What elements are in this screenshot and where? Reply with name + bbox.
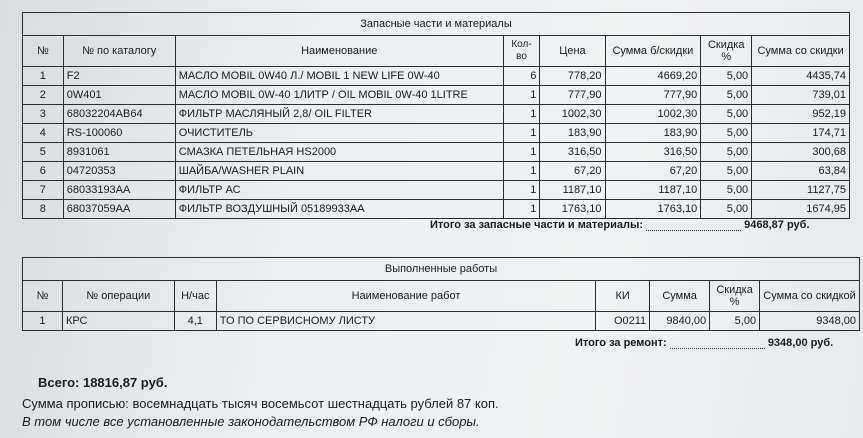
cell-discount: 5,00	[701, 124, 752, 143]
cell-qty: 1	[503, 200, 540, 219]
cell-qty: 1	[503, 105, 540, 124]
cell-catalog: 04720353	[63, 162, 175, 181]
cell-num: 1	[23, 312, 63, 331]
parts-title: Запасные части и материалы	[23, 13, 850, 36]
cell-price: 183,90	[540, 124, 605, 143]
works-title-row	[23, 258, 860, 281]
table-row	[23, 312, 860, 331]
cell-op: КРС	[62, 312, 174, 331]
cell-price: 1002,30	[540, 105, 605, 124]
cell-price: 777,90	[540, 86, 605, 105]
cell-sum-after: 1127,75	[752, 181, 850, 200]
cell-price: 316,50	[540, 143, 605, 162]
col-discount: Скидка %	[701, 36, 752, 67]
cell-num: 4	[23, 124, 64, 143]
taxes-note: В том числе все установленные законодательством РФ налоги и сборы.	[22, 414, 480, 429]
cell-num: 8	[23, 200, 64, 219]
cell-num: 1	[23, 67, 64, 86]
table-row	[23, 143, 850, 162]
cell-name: ФИЛЬТР ВОЗДУШНЫЙ 05189933АА	[175, 200, 503, 219]
cell-sum-after: 952,19	[752, 105, 850, 124]
table-row	[23, 86, 850, 105]
cell-discount: 5,00	[701, 200, 752, 219]
cell-name: МАСЛО MOBIL 0W-40 1ЛИТР / OIL MOBIL 0W-40 1LITRE	[175, 86, 503, 105]
cell-name: ОЧИСТИТЕЛЬ	[175, 124, 503, 143]
cell-sum: 9840,00	[650, 312, 710, 331]
works-table	[22, 257, 860, 331]
col-hours: Н/час	[174, 281, 216, 312]
cell-num: 7	[23, 181, 64, 200]
cell-discount: 5,00	[701, 143, 752, 162]
cell-num: 2	[23, 86, 64, 105]
cell-discount: 5,00	[701, 162, 752, 181]
parts-title-row	[23, 13, 850, 36]
cell-sum-after: 1674,95	[752, 200, 850, 219]
cell-catalog: 0W401	[63, 86, 175, 105]
col-sum-before: Сумма б/скидки	[605, 36, 701, 67]
cell-sum-after: 9348,00	[760, 312, 860, 331]
col-work-name: Наименование работ	[216, 281, 595, 312]
cell-price: 67,20	[540, 162, 605, 181]
cell-num: 5	[23, 143, 64, 162]
cell-sum-after: 300,68	[752, 143, 850, 162]
cell-name: СМАЗКА ПЕТЕЛЬНАЯ HS2000	[175, 143, 503, 162]
parts-total-value: 9468,87 руб.	[744, 219, 810, 231]
cell-discount: 5,00	[701, 67, 752, 86]
cell-price: 778,20	[540, 67, 605, 86]
cell-sum-after: 4435,74	[752, 67, 850, 86]
cell-sum-before: 316,50	[605, 143, 701, 162]
cell-num: 6	[23, 162, 64, 181]
cell-discount: 5,00	[710, 312, 760, 331]
table-row	[23, 200, 850, 219]
col-operation: № операции	[62, 281, 174, 312]
col-sum-after: Сумма со скидки	[752, 36, 850, 67]
cell-price: 1187,10	[540, 181, 605, 200]
col-ki: КИ	[596, 281, 650, 312]
parts-total-label: Итого за запасные части и материалы:	[430, 219, 644, 231]
cell-ki: O0211	[596, 312, 650, 331]
cell-catalog: 68033193AA	[63, 181, 175, 200]
works-total-label: Итого за ремонт:	[575, 337, 667, 349]
cell-name: ТО ПО СЕРВИСНОМУ ЛИСТУ	[216, 312, 595, 331]
cell-qty: 1	[503, 143, 540, 162]
table-row	[23, 67, 850, 86]
cell-num: 3	[23, 105, 64, 124]
cell-sum-before: 4669,20	[605, 67, 701, 86]
dotted-leader	[670, 348, 765, 349]
table-row	[23, 181, 850, 200]
col-qty: Кол-во	[503, 36, 540, 67]
cell-name: ФИЛЬТР АС	[175, 181, 503, 200]
cell-sum-before: 1187,10	[605, 181, 701, 200]
cell-qty: 1	[503, 181, 540, 200]
cell-qty: 1	[503, 86, 540, 105]
table-row	[23, 162, 850, 181]
cell-catalog: 68037059AA	[63, 200, 175, 219]
cell-name: МАСЛО MOBIL 0W40 Л./ MOBIL 1 NEW LIFE 0W-40	[175, 67, 503, 86]
cell-catalog: 68032204AB64	[63, 105, 175, 124]
parts-table	[22, 12, 850, 219]
grand-total: Всего: 18816,87 руб.	[38, 375, 168, 390]
col-sum: Сумма	[650, 281, 710, 312]
col-num: №	[23, 36, 64, 67]
col-price: Цена	[540, 36, 605, 67]
cell-price: 1763,10	[540, 200, 605, 219]
col-name: Наименование	[175, 36, 503, 67]
works-total-value: 9348,00 руб.	[767, 337, 834, 349]
cell-sum-before: 1002,30	[605, 105, 701, 124]
cell-sum-before: 1763,10	[605, 200, 701, 219]
amount-in-words: Сумма прописью: восемнадцать тысяч восемьсот шестнадцать рублей 87 коп.	[22, 396, 499, 411]
cell-qty: 1	[503, 124, 540, 143]
col-sum-after: Сумма со скидкой	[760, 281, 860, 312]
cell-catalog: RS-100060	[63, 124, 175, 143]
dotted-leader	[646, 230, 741, 231]
cell-qty: 1	[503, 162, 540, 181]
cell-sum-after: 63,84	[752, 162, 850, 181]
parts-total-line	[430, 219, 810, 231]
cell-sum-after: 174,71	[752, 124, 850, 143]
cell-sum-before: 67,20	[605, 162, 701, 181]
cell-qty: 6	[503, 67, 540, 86]
col-discount: Скидка %	[710, 281, 760, 312]
cell-catalog: F2	[63, 67, 175, 86]
works-title: Выполненные работы	[23, 258, 860, 281]
cell-sum-before: 777,90	[605, 86, 701, 105]
cell-hours: 4,1	[174, 312, 216, 331]
cell-discount: 5,00	[701, 86, 752, 105]
cell-discount: 5,00	[701, 181, 752, 200]
col-catalog: № по каталогу	[63, 36, 175, 67]
cell-sum-after: 739,01	[752, 86, 850, 105]
table-row	[23, 105, 850, 124]
works-header-row	[23, 281, 860, 312]
parts-header-row	[23, 36, 850, 67]
col-num: №	[23, 281, 63, 312]
cell-catalog: 8931061	[63, 143, 175, 162]
cell-sum-before: 183,90	[605, 124, 701, 143]
table-row	[23, 124, 850, 143]
cell-discount: 5,00	[701, 105, 752, 124]
cell-name: ШАЙБА/WASHER PLAIN	[175, 162, 503, 181]
works-total-line	[575, 337, 833, 349]
cell-name: ФИЛЬТР МАСЛЯНЫЙ 2,8/ OIL FILTER	[175, 105, 503, 124]
